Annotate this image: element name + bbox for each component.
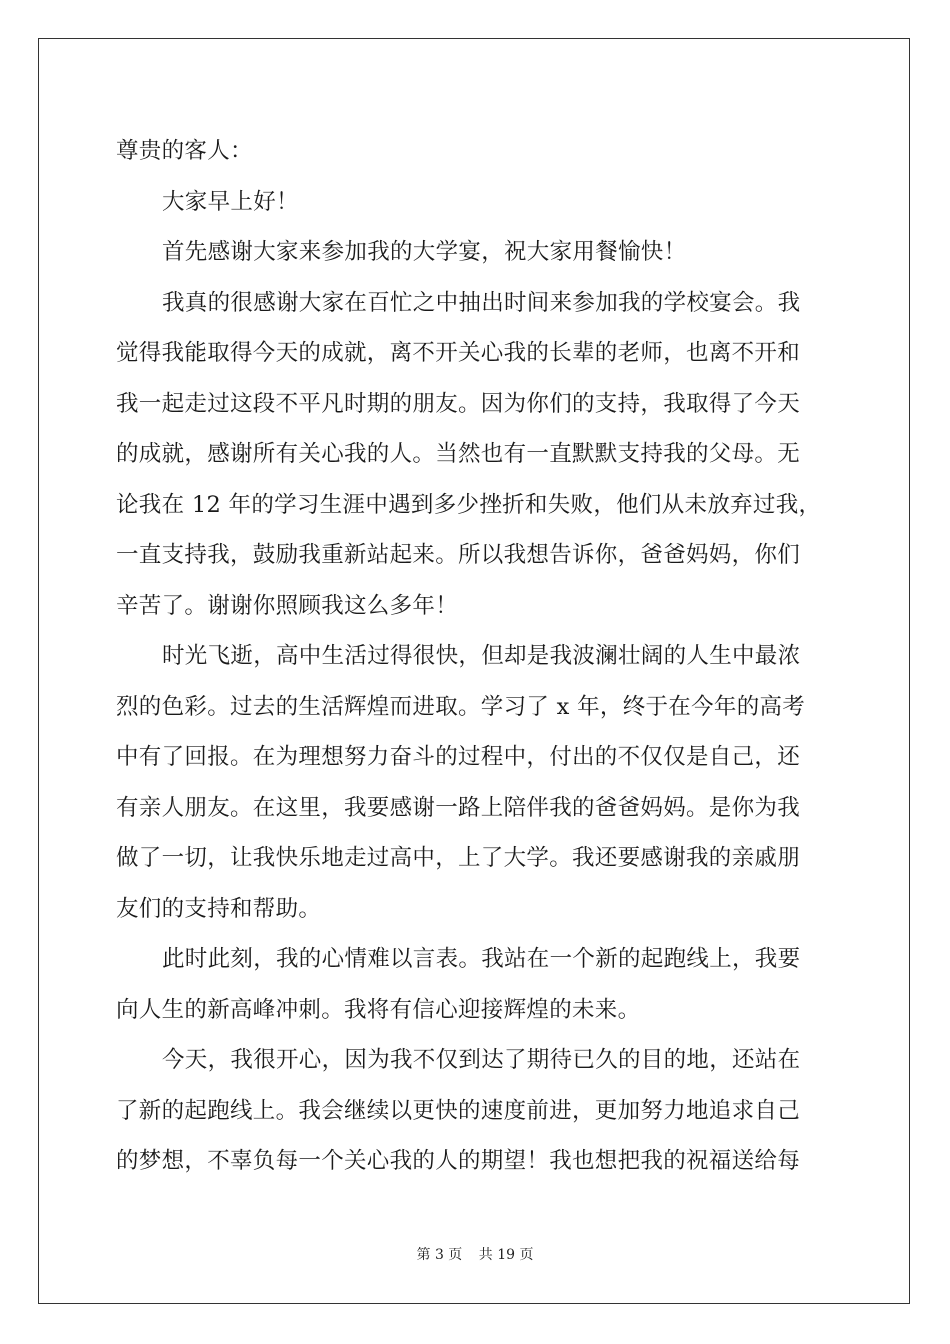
text-line: 觉得我能取得今天的成就，离不开关心我的长辈的老师，也离不开和 [116, 340, 801, 366]
text-line: 中有了回报。在为理想努力奋斗的过程中，付出的不仅仅是自己，还 [116, 744, 801, 770]
text-line: 尊贵的客人： [116, 138, 253, 164]
text-line: 首先感谢大家来参加我的大学宴，祝大家用餐愉快！ [162, 239, 687, 265]
text-line: 我一起走过这段不平凡时期的朋友。因为你们的支持，我取得了今天 [116, 390, 801, 417]
text-line: 论我在 12 年的学习生涯中遇到多少挫折和失败，他们从未放弃过我， [116, 491, 822, 518]
total-pages: 共 19 页 [478, 1247, 534, 1263]
text-line: 烈的色彩。过去的生活辉煌而进取。学习了 x 年，终于在今年的高考 [116, 693, 806, 720]
text-line: 我真的很感谢大家在百忙之中抽出时间来参加我的学校宴会。我 [162, 289, 801, 316]
page-number: 第 3 页 [416, 1247, 463, 1263]
text-line: 今天，我很开心，因为我不仅到达了期待已久的目的地，还站在 [162, 1047, 801, 1073]
text-line: 的成就，感谢所有关心我的人。当然也有一直默默支持我的父母。无 [116, 441, 801, 467]
text-line: 了新的起跑线上。我会继续以更快的速度前进，更加努力地追求自己 [116, 1097, 801, 1124]
text-line: 一直支持我，鼓励我重新站起来。所以我想告诉你，爸爸妈妈，你们 [116, 542, 801, 568]
text-line: 友们的支持和帮助。 [116, 895, 322, 922]
text-line: 向人生的新高峰冲刺。我将有信心迎接辉煌的未来。 [116, 996, 641, 1023]
text-line: 大家早上好！ [162, 188, 299, 215]
text-line: 此时此刻，我的心情难以言表。我站在一个新的起跑线上，我要 [162, 946, 801, 972]
document-body [116, 126, 836, 1187]
text-line: 时光飞逝，高中生活过得很快，但却是我波澜壮阔的人生中最浓 [162, 643, 801, 669]
text-line: 的梦想，不辜负每一个关心我的人的期望！我也想把我的祝福送给每 [116, 1148, 801, 1174]
text-line: 辛苦了。谢谢你照顾我这么多年！ [116, 592, 459, 619]
text-line: 做了一切，让我快乐地走过高中，上了大学。我还要感谢我的亲戚朋 [116, 845, 801, 871]
text-line: 有亲人朋友。在这里，我要感谢一路上陪伴我的爸爸妈妈。是你为我 [116, 794, 801, 821]
page-footer [0, 1244, 950, 1264]
